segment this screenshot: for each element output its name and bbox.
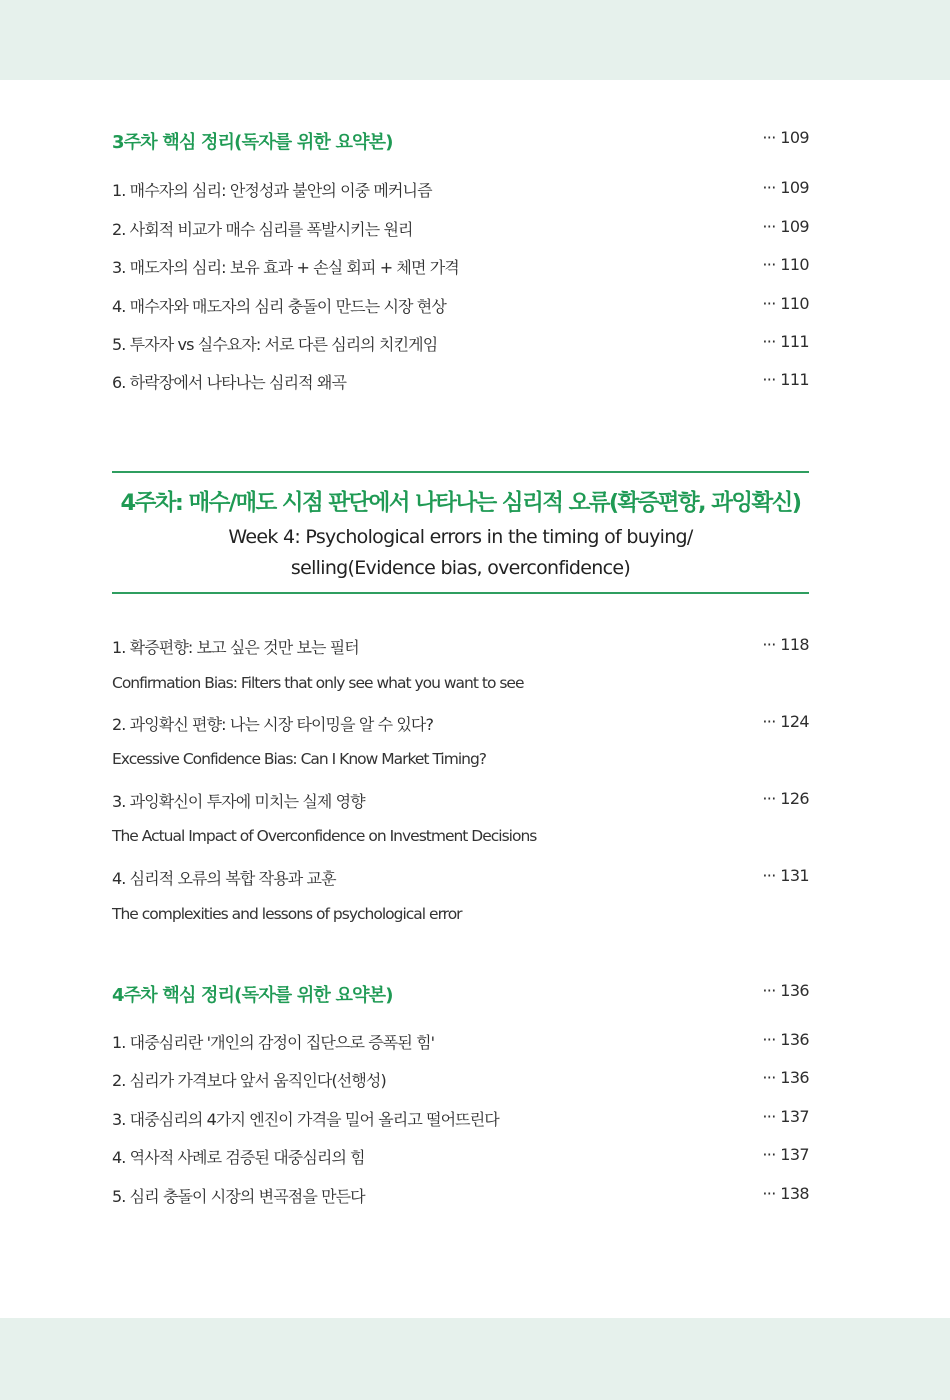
toc-item-english <box>112 674 809 698</box>
toc-item-label: 1. 대중심리란 '개인의 감정이 집단으로 증폭된 힘' <box>112 1033 435 1052</box>
week4-summary-heading-row[interactable] <box>112 981 809 1005</box>
week3-summary-heading: 3주차 핵심 정리(독자를 위한 요약본) <box>112 132 393 153</box>
toc-item[interactable] <box>112 217 809 241</box>
toc-item-label: 3. 과잉확신이 투자에 미치는 실제 영향 <box>112 792 365 811</box>
page-number: ··· 136 <box>762 1030 809 1049</box>
toc-item-label: 3. 매도자의 심리: 보유 효과 + 손실 회피 + 체면 가격 <box>112 258 459 277</box>
toc-item[interactable] <box>112 1068 809 1092</box>
page-number: ··· 136 <box>762 1068 809 1087</box>
page-number: ··· 110 <box>762 255 809 274</box>
chapter-title-english-line1: Week 4: Psychological errors in the timing of buying/ <box>228 526 693 548</box>
toc-item[interactable] <box>112 255 809 279</box>
toc-item-label: 5. 투자자 vs 실수요자: 서로 다른 심리의 치킨게임 <box>112 335 438 354</box>
toc-item[interactable] <box>112 1107 809 1131</box>
toc-item-english <box>112 750 809 774</box>
toc-item[interactable] <box>112 370 809 394</box>
toc-item-english-label: Excessive Confidence Bias: Can I Know Market Timing? <box>112 750 487 768</box>
toc-item[interactable] <box>112 1184 809 1208</box>
page-number: ··· 110 <box>762 294 809 313</box>
toc-item-label: 2. 심리가 가격보다 앞서 움직인다(선행성) <box>112 1071 386 1090</box>
page-number: ··· 126 <box>762 789 809 808</box>
chapter-title-english-line2: selling(Evidence bias, overconfidence) <box>290 557 631 579</box>
page-number: ··· 137 <box>762 1145 809 1164</box>
page-number: ··· 137 <box>762 1107 809 1126</box>
chapter-title-english <box>112 522 809 584</box>
toc-item[interactable] <box>112 178 809 202</box>
toc-item-label: 1. 매수자의 심리: 안정성과 불안의 이중 메커니즘 <box>112 181 432 200</box>
toc-item[interactable] <box>112 1145 809 1169</box>
page-number: ··· 131 <box>762 866 809 885</box>
toc-item[interactable] <box>112 1030 809 1054</box>
page-number: ··· 118 <box>762 635 809 654</box>
toc-item-label: 4. 매수자와 매도자의 심리 충돌이 만드는 시장 현상 <box>112 297 446 316</box>
toc-item-label: 5. 심리 충돌이 시장의 변곡점을 만든다 <box>112 1187 365 1206</box>
page-number: ··· 109 <box>762 178 809 197</box>
page-number: ··· 109 <box>762 217 809 236</box>
page-number: ··· 138 <box>762 1184 809 1203</box>
toc-item[interactable] <box>112 635 809 659</box>
toc-item-english <box>112 827 809 851</box>
toc-item-label: 2. 사회적 비교가 매수 심리를 폭발시키는 원리 <box>112 220 413 239</box>
page-number: ··· 109 <box>762 128 809 147</box>
top-band <box>0 0 950 80</box>
toc-item-english-label: The Actual Impact of Overconfidence on Investment Decisions <box>112 827 537 845</box>
toc-item-english-label: The complexities and lessons of psychological error <box>112 905 462 923</box>
week3-summary-heading-row[interactable] <box>112 128 809 152</box>
toc-item-label: 3. 대중심리의 4가지 엔진이 가격을 밀어 올리고 떨어뜨린다 <box>112 1110 499 1129</box>
toc-item-english-label: Confirmation Bias: Filters that only see what you want to see <box>112 674 524 692</box>
toc-item[interactable] <box>112 332 809 356</box>
chapter-top-rule <box>112 471 809 473</box>
chapter-title-korean[interactable]: 4주차: 매수/매도 시점 판단에서 나타나는 심리적 오류(확증편향, 과잉확신) <box>120 490 801 516</box>
toc-item[interactable] <box>112 789 809 813</box>
toc-item-label: 1. 확증편향: 보고 싶은 것만 보는 필터 <box>112 638 359 657</box>
toc-item[interactable] <box>112 866 809 890</box>
toc-item-label: 2. 과잉확신 편향: 나는 시장 타이밍을 알 수 있다? <box>112 715 434 734</box>
toc-item-label: 6. 하락장에서 나타나는 심리적 왜곡 <box>112 373 346 392</box>
page-number: ··· 111 <box>762 370 809 389</box>
week4-summary-heading: 4주차 핵심 정리(독자를 위한 요약본) <box>112 985 393 1006</box>
toc-item-english <box>112 905 809 929</box>
toc-item[interactable] <box>112 712 809 736</box>
page-number: ··· 136 <box>762 981 809 1000</box>
toc-item-label: 4. 심리적 오류의 복합 작용과 교훈 <box>112 869 336 888</box>
toc-item[interactable] <box>112 294 809 318</box>
page-number: ··· 111 <box>762 332 809 351</box>
page-number: ··· 124 <box>762 712 809 731</box>
toc-item-label: 4. 역사적 사례로 검증된 대중심리의 힘 <box>112 1148 365 1167</box>
bottom-band <box>0 1318 950 1400</box>
chapter-bottom-rule <box>112 592 809 594</box>
